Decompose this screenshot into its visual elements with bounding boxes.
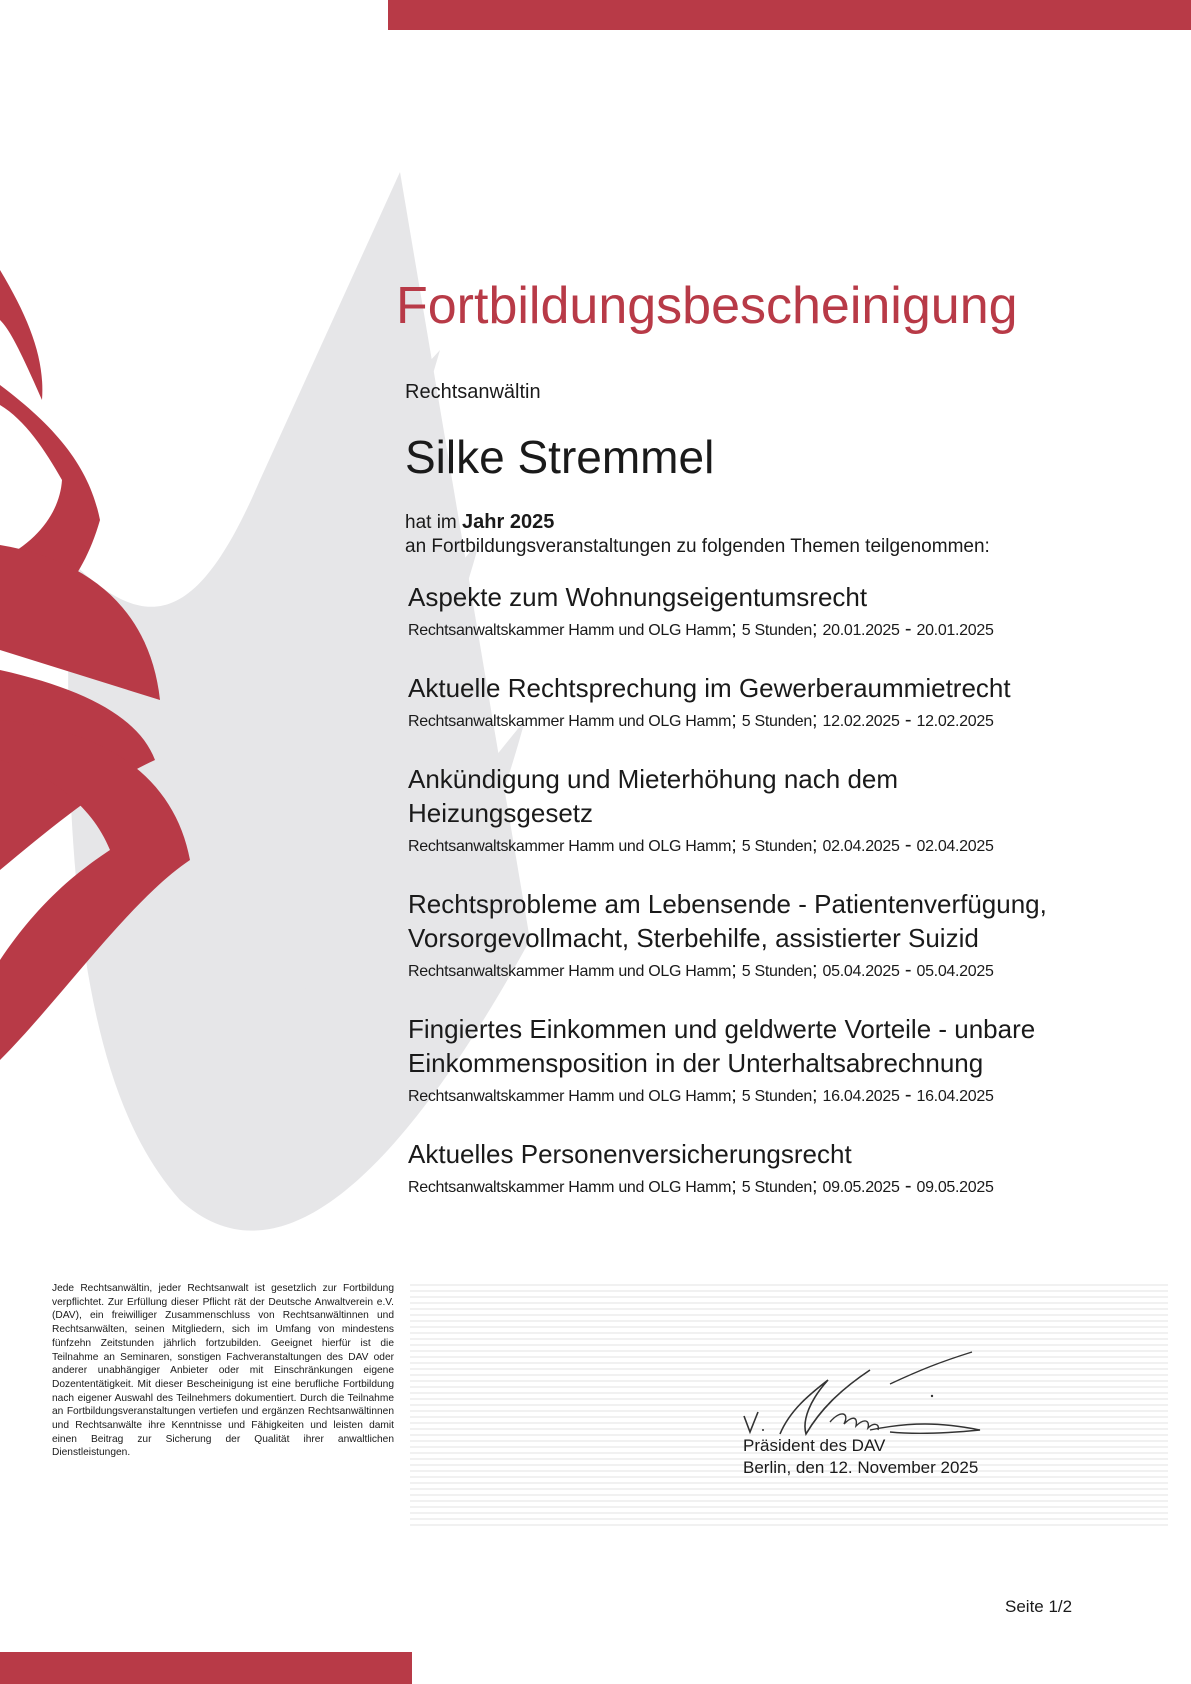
course-item	[408, 580, 1108, 643]
course-hours: 5 Stunden	[741, 963, 812, 980]
course-hours: 5 Stunden	[741, 622, 812, 639]
course-title: Aspekte zum Wohnungseigentumsrecht	[408, 582, 868, 612]
course-end-date: 05.04.2025	[916, 963, 994, 980]
course-hours: 5 Stunden	[741, 713, 812, 730]
course-end-date: 09.05.2025	[916, 1179, 994, 1196]
course-organizer: Rechtsanwaltskammer Hamm und OLG Hamm	[408, 713, 732, 730]
course-organizer: Rechtsanwaltskammer Hamm und OLG Hamm	[408, 1088, 732, 1105]
signer-role: Präsident des DAV	[743, 1436, 886, 1455]
course-meta: Rechtsanwaltskammer Hamm und OLG Hamm; 5 Stunden; 09.05.2025 - 09.05.2025	[408, 1175, 994, 1197]
course-item	[408, 1137, 1108, 1200]
course-start-date: 16.04.2025	[822, 1088, 900, 1105]
course-meta: Rechtsanwaltskammer Hamm und OLG Hamm; 5 Stunden; 16.04.2025 - 16.04.2025	[408, 1084, 994, 1106]
course-organizer: Rechtsanwaltskammer Hamm und OLG Hamm	[408, 1179, 732, 1196]
recipient-name: Silke Stremmel	[405, 431, 715, 483]
red-swoosh	[0, 270, 42, 400]
course-end-date: 02.04.2025	[916, 838, 994, 855]
intro-line2: an Fortbildungsveranstaltungen zu folgenden Themen teilgenommen:	[405, 536, 990, 557]
course-end-date: 12.02.2025	[916, 713, 994, 730]
page-title: Fortbildungsbescheinigung	[396, 277, 1018, 335]
course-meta: Rechtsanwaltskammer Hamm und OLG Hamm; 5 Stunden; 20.01.2025 - 20.01.2025	[408, 618, 994, 640]
course-end-date: 16.04.2025	[916, 1088, 994, 1105]
course-start-date: 02.04.2025	[822, 838, 900, 855]
course-title: Fingiertes Einkommen und geldwerte Vorteile - unbare Einkommensposition in der Unterhaltsabrechnung	[408, 1014, 1036, 1078]
course-hours: 5 Stunden	[741, 1088, 812, 1105]
recipient-salutation: Rechtsanwältin	[405, 381, 541, 403]
course-item	[408, 762, 1108, 859]
course-start-date: 20.01.2025	[822, 622, 900, 639]
intro-year: Jahr 2025	[462, 511, 555, 533]
handwritten-signature	[740, 1350, 1000, 1450]
page-number: Seite 1/2	[1005, 1597, 1073, 1616]
course-title: Rechtsprobleme am Lebensende - Patientenverfügung, Vorsorgevollmacht, Sterbehilfe, assistierter Suizid	[408, 889, 1047, 953]
course-organizer: Rechtsanwaltskammer Hamm und OLG Hamm	[408, 838, 732, 855]
course-meta: Rechtsanwaltskammer Hamm und OLG Hamm; 5 Stunden; 05.04.2025 - 05.04.2025	[408, 959, 994, 981]
course-title: Ankündigung und Mieterhöhung nach dem Heizungsgesetz	[408, 764, 899, 828]
course-hours: 5 Stunden	[741, 1179, 812, 1196]
legal-notice: Jede Rechtsanwältin, jeder Rechtsanwalt ist gesetzlich zur Fortbildung verpflichtet. Zur Erfüllung dieser Pflicht rät der Deutsche Anwaltverein e.V. (DAV), ein freiwilliger Zusammenschluss von Rechtsanwältinnen und Rechtsanwälten, seinen Mitgliedern, sich im Umfang von mindestens fünfzehn Zeitstunden jährlich fortzubilden. Geeignet hierfür ist die Teilnahme an Seminaren, sonstigen Fachveranstaltungen des DAV oder anderer unabhängiger Anbieter oder mit Einschränkungen eigene Dozententätigkeit. Mit dieser Bescheinigung ist eine berufliche Fortbildung nach eigener Auswahl des Teilnehmers dokumentiert. Durch die Teilnahme an Fortbildungsveranstaltungen vertiefen und ergänzen Rechtsanwältinnen und Rechtsanwälte ihre Kenntnisse und Fähigkeiten und leisten damit einen Beitrag zur Sicherung der Qualität ihrer anwaltlichen Dienstleistungen.	[52, 1283, 394, 1459]
course-item	[408, 671, 1108, 734]
course-meta: Rechtsanwaltskammer Hamm und OLG Hamm; 5 Stunden; 02.04.2025 - 02.04.2025	[408, 834, 994, 856]
signature-place-date: Berlin, den 12. November 2025	[743, 1458, 979, 1477]
course-start-date: 09.05.2025	[822, 1179, 900, 1196]
course-title: Aktuelle Rechtsprechung im Gewerberaummietrecht	[408, 673, 1011, 703]
course-list	[408, 580, 1108, 1228]
course-title: Aktuelles Personenversicherungsrecht	[408, 1139, 852, 1169]
course-start-date: 12.02.2025	[822, 713, 900, 730]
course-item	[408, 887, 1108, 984]
intro-prefix: hat im	[405, 512, 457, 533]
course-start-date: 05.04.2025	[822, 963, 900, 980]
course-organizer: Rechtsanwaltskammer Hamm und OLG Hamm	[408, 622, 732, 639]
course-item	[408, 1012, 1108, 1109]
course-meta: Rechtsanwaltskammer Hamm und OLG Hamm; 5 Stunden; 12.02.2025 - 12.02.2025	[408, 709, 994, 731]
course-hours: 5 Stunden	[741, 838, 812, 855]
course-end-date: 20.01.2025	[916, 622, 994, 639]
course-organizer: Rechtsanwaltskammer Hamm und OLG Hamm	[408, 963, 732, 980]
intro-text	[405, 510, 990, 559]
